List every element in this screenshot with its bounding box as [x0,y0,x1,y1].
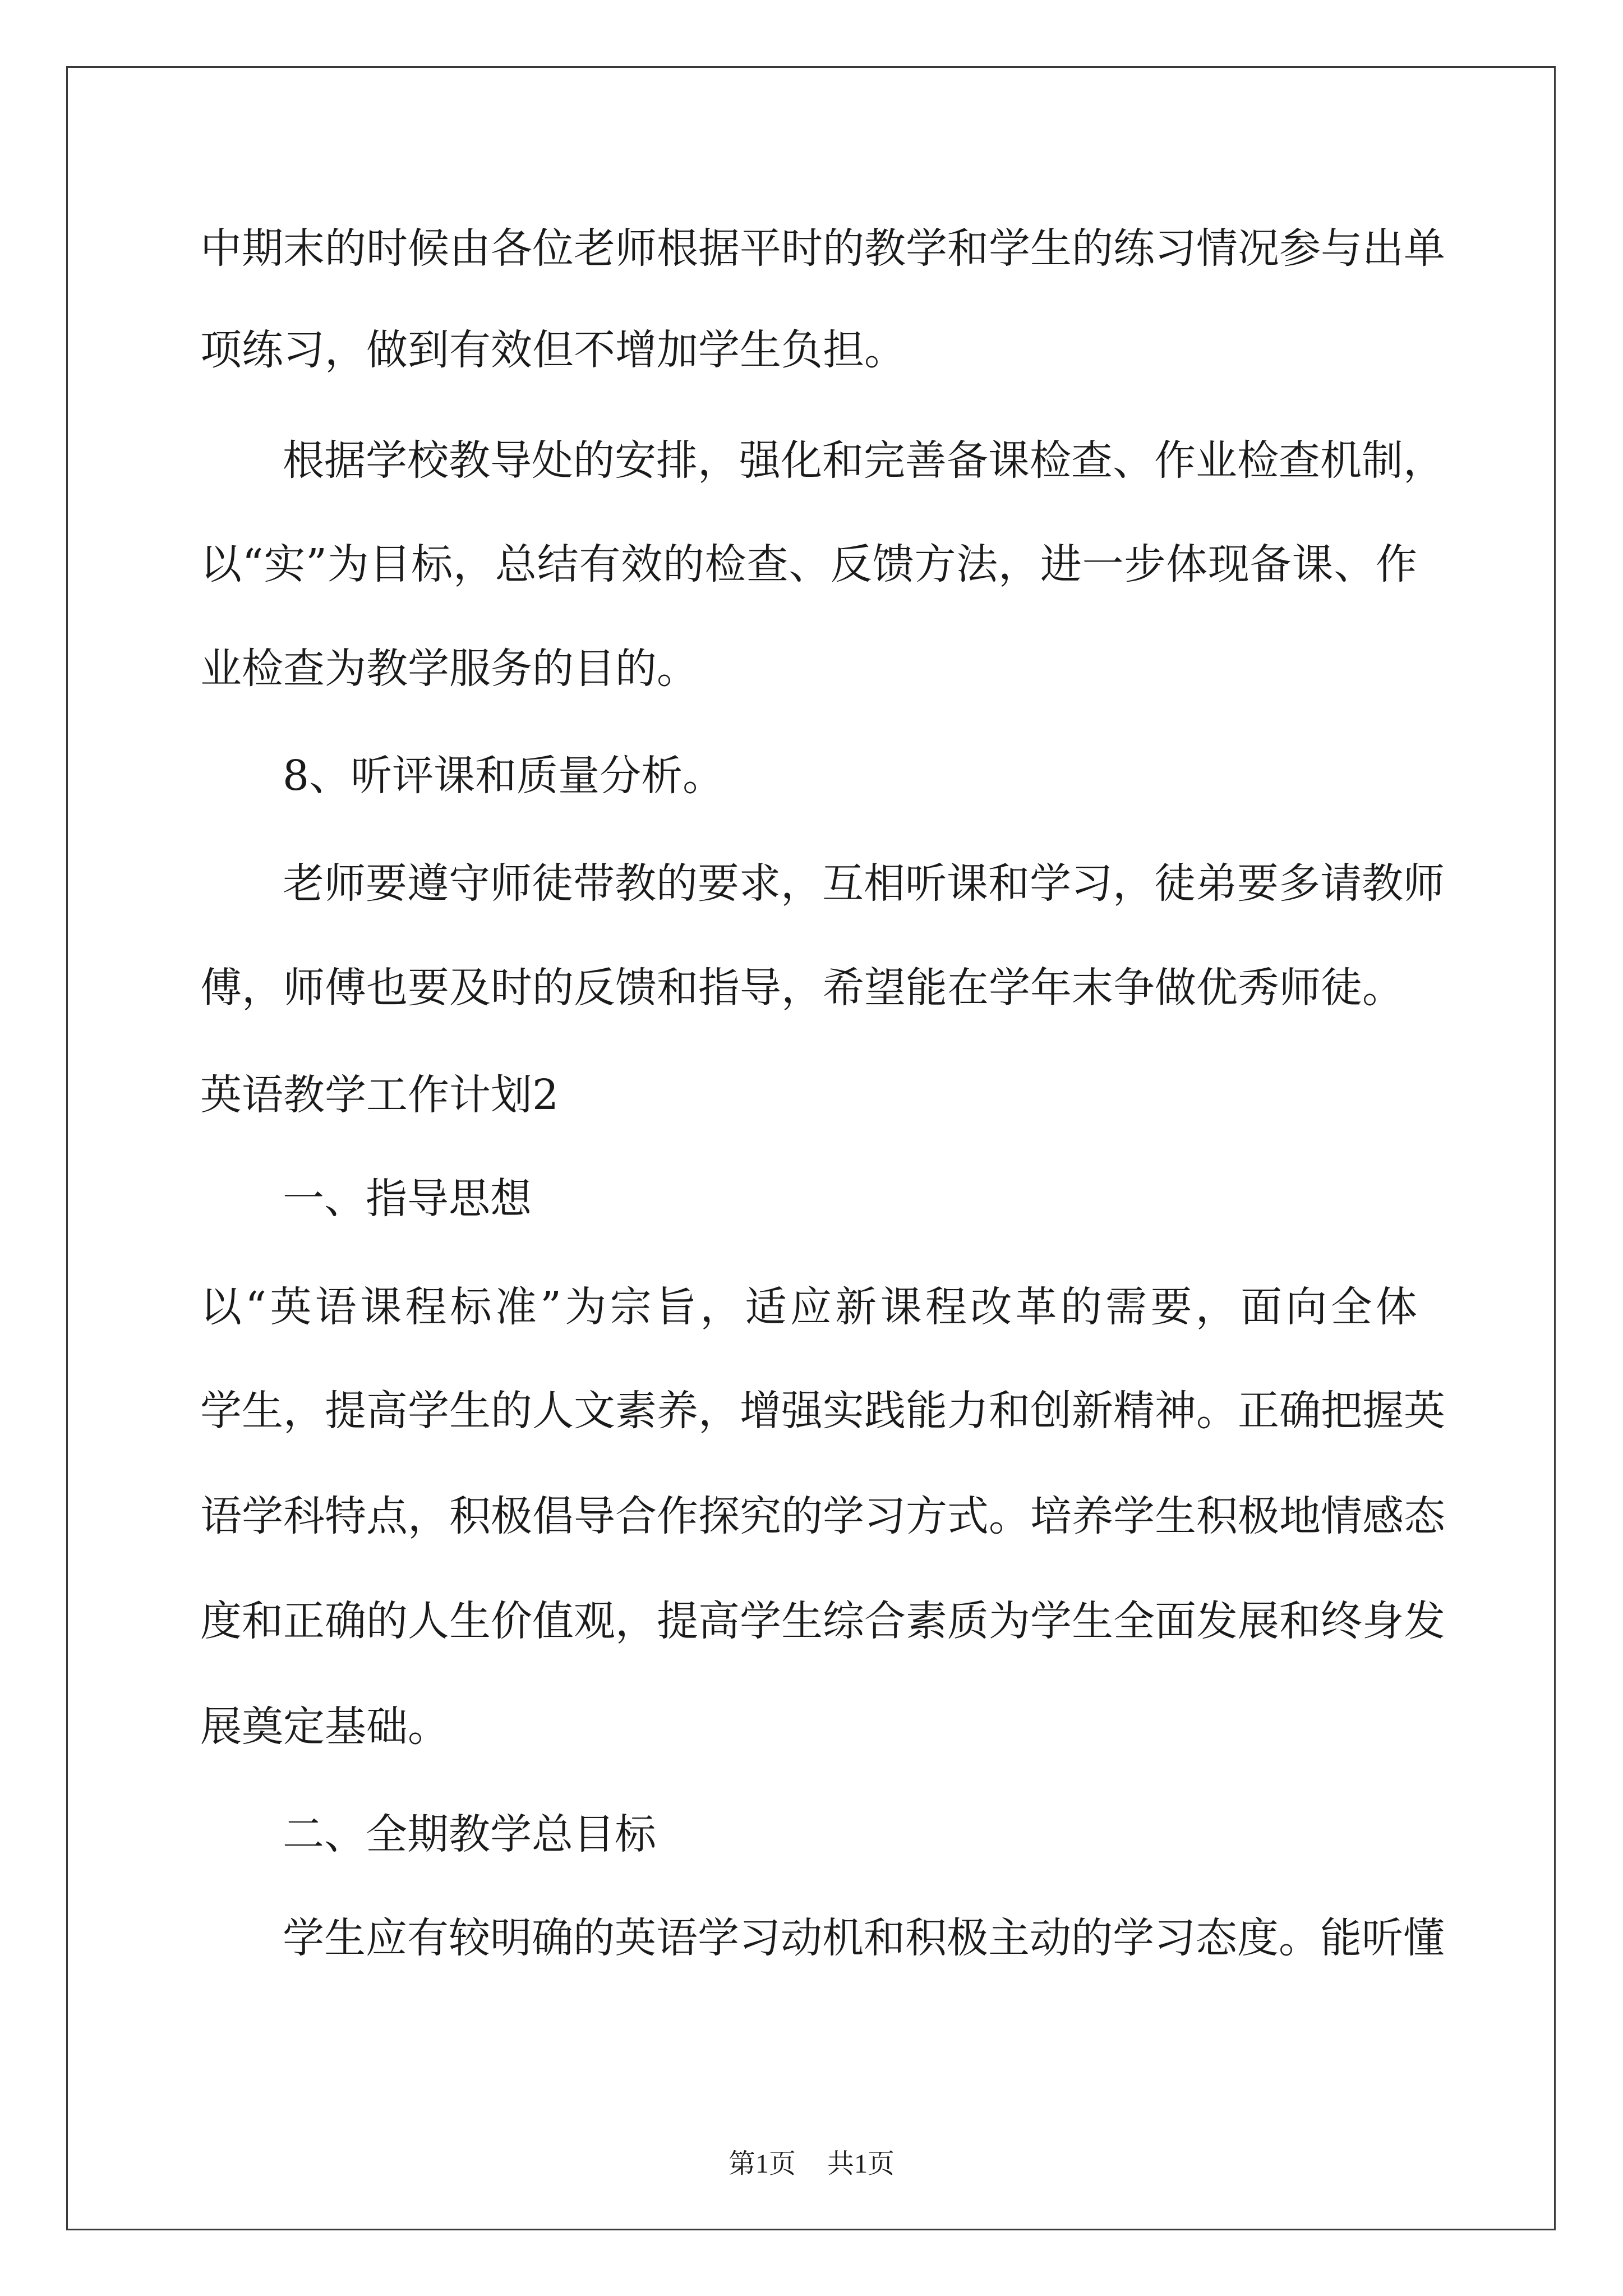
paragraph-line: 以“英语课程标准”为宗旨，适应新课程改革的需要，面向全体 [200,1283,1417,1331]
page-number: 第1页 [728,2149,796,2179]
page-border [66,66,1556,2230]
document-heading: 英语教学工作计划2 [200,1071,559,1119]
paragraph-line: 学生，提高学生的人文素养，增强实践能力和创新精神。正确把握英 [200,1387,1445,1435]
paragraph-line: 中期末的时候由各位老师根据平时的教学和学生的练习情况参与出单 [200,224,1445,273]
section-item: 8、听评课和质量分析。 [283,752,725,800]
page-footer [0,2142,1623,2180]
paragraph-line: 傅，师傅也要及时的反馈和指导，希望能在学年末争做优秀师徒。 [200,964,1404,1012]
paragraph-line: 展奠定基础。 [200,1703,449,1751]
section-heading: 一、指导思想 [283,1175,532,1223]
paragraph-line: 学生应有较明确的英语学习动机和积极主动的学习态度。能听懂 [283,1914,1445,1962]
paragraph-line: 老师要遵守师徒带教的要求，互相听课和学习，徒弟要多请教师 [283,859,1445,908]
paragraph-line: 以“实”为目标，总结有效的检查、反馈方法，进一步体现备课、作 [200,540,1417,588]
section-heading: 二、全期教学总目标 [283,1810,656,1858]
paragraph-line: 项练习，做到有效但不增加学生负担。 [200,326,906,374]
paragraph-line: 业检查为教学服务的目的。 [200,645,698,693]
paragraph-line: 语学科特点，积极倡导合作探究的学习方式。培养学生积极地情感态 [200,1492,1445,1540]
page-total: 共1页 [827,2149,895,2179]
paragraph-line: 度和正确的人生价值观，提高学生综合素质为学生全面发展和终身发 [200,1597,1445,1645]
paragraph-line: 根据学校教导处的安排，强化和完善备课检查、作业检查机制， [283,436,1445,485]
